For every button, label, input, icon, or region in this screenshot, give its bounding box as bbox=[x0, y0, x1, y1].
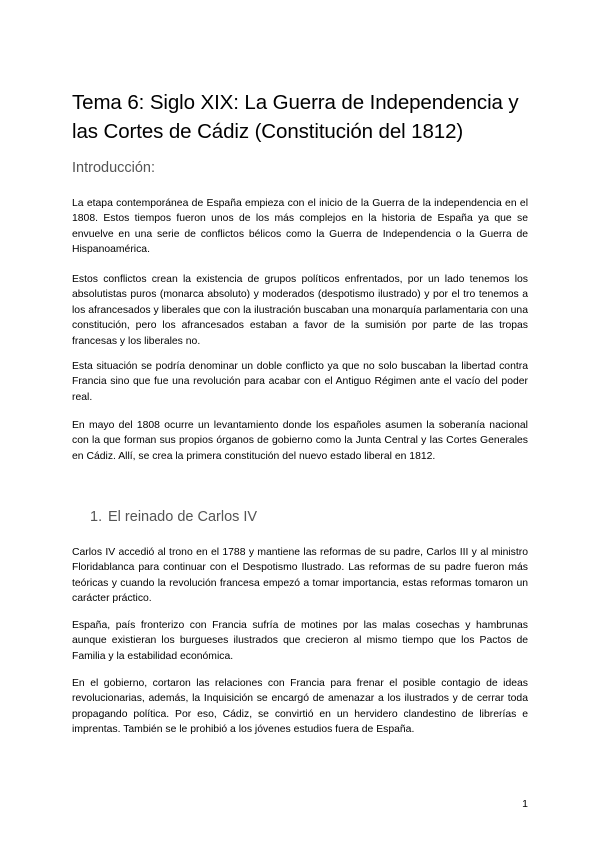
intro-heading: Introducción: bbox=[72, 160, 156, 176]
section-paragraph-1: Carlos IV accedió al trono en el 1788 y mantiene las reformas de su padre, Carlos III y al ministro Floridablanca para continuar con el Despotismo Ilustrado. Las reformas de su padre fueron más teóricas y cuando la revolución francesa empezó a tomar importancia, estas reformas tomaron un carácter práctico. bbox=[72, 547, 528, 605]
section-title: El reinado de Carlos IV bbox=[108, 509, 258, 525]
document-title: Tema 6: Siglo XIX: La Guerra de Independencia y las Cortes de Cádiz (Constitución del 1812) bbox=[72, 91, 519, 143]
section-number: 1. bbox=[90, 509, 103, 525]
intro-paragraph-4: En mayo del 1808 ocurre un levantamiento donde los españoles asumen la soberanía nacional con la que forman sus propios órganos de gobierno como la Junta Central y las Cortes Generales en Cádiz. Allí, se crea la primera constitución del nuevo estado liberal en 1812. bbox=[72, 420, 528, 462]
intro-paragraph-1: La etapa contemporánea de España empieza con el inicio de la Guerra de la independencia en el 1808. Estos tiempos fueron unos de los más complejos en la historia de España ya que se envuelve en una serie de conflictos bélicos como la Guerra de Independencia o la Guerra de Hispanoamérica. bbox=[72, 198, 528, 256]
section-paragraph-2: España, país fronterizo con Francia sufría de motines por las malas cosechas y hambrunas aunque existieran los burgueses ilustrados que crecieron al mismo tiempo que los Pactos de Familia y la estabilidad económica. bbox=[72, 620, 528, 662]
intro-paragraph-3: Esta situación se podría denominar un doble conflicto ya que no solo buscaban la libertad contra Francia sino que fue una revolución para acabar con el Antiguo Régimen ante el vacío del poder real. bbox=[72, 361, 528, 403]
intro-paragraph-2: Estos conflictos crean la existencia de grupos políticos enfrentados, por un lado tenemos los absolutistas puros (monarca absoluto) y moderados (despotismo ilustrado) y por el tro tenemos a los afrancesados y liberales que con la ilustración buscaban una monarquía parlamentaria con una constitución, pero los afrancesados estaban a favor de la sumisión por parte de las tropas francesas y los liberales no. bbox=[72, 274, 528, 347]
section-heading bbox=[90, 509, 257, 525]
page-number: 1 bbox=[522, 798, 528, 810]
section-paragraph-3: En el gobierno, cortaron las relaciones con Francia para frenar el posible contagio de ideas revolucionarias, además, la Inquisición se encargó de amenazar a los ilustrados y de cerrar toda propagando política. Por eso, Cádiz, se convirtió en un hervidero clandestino de librerías e imprentas. También se le prohibió a los jóvenes estudios fuera de España. bbox=[72, 678, 528, 736]
